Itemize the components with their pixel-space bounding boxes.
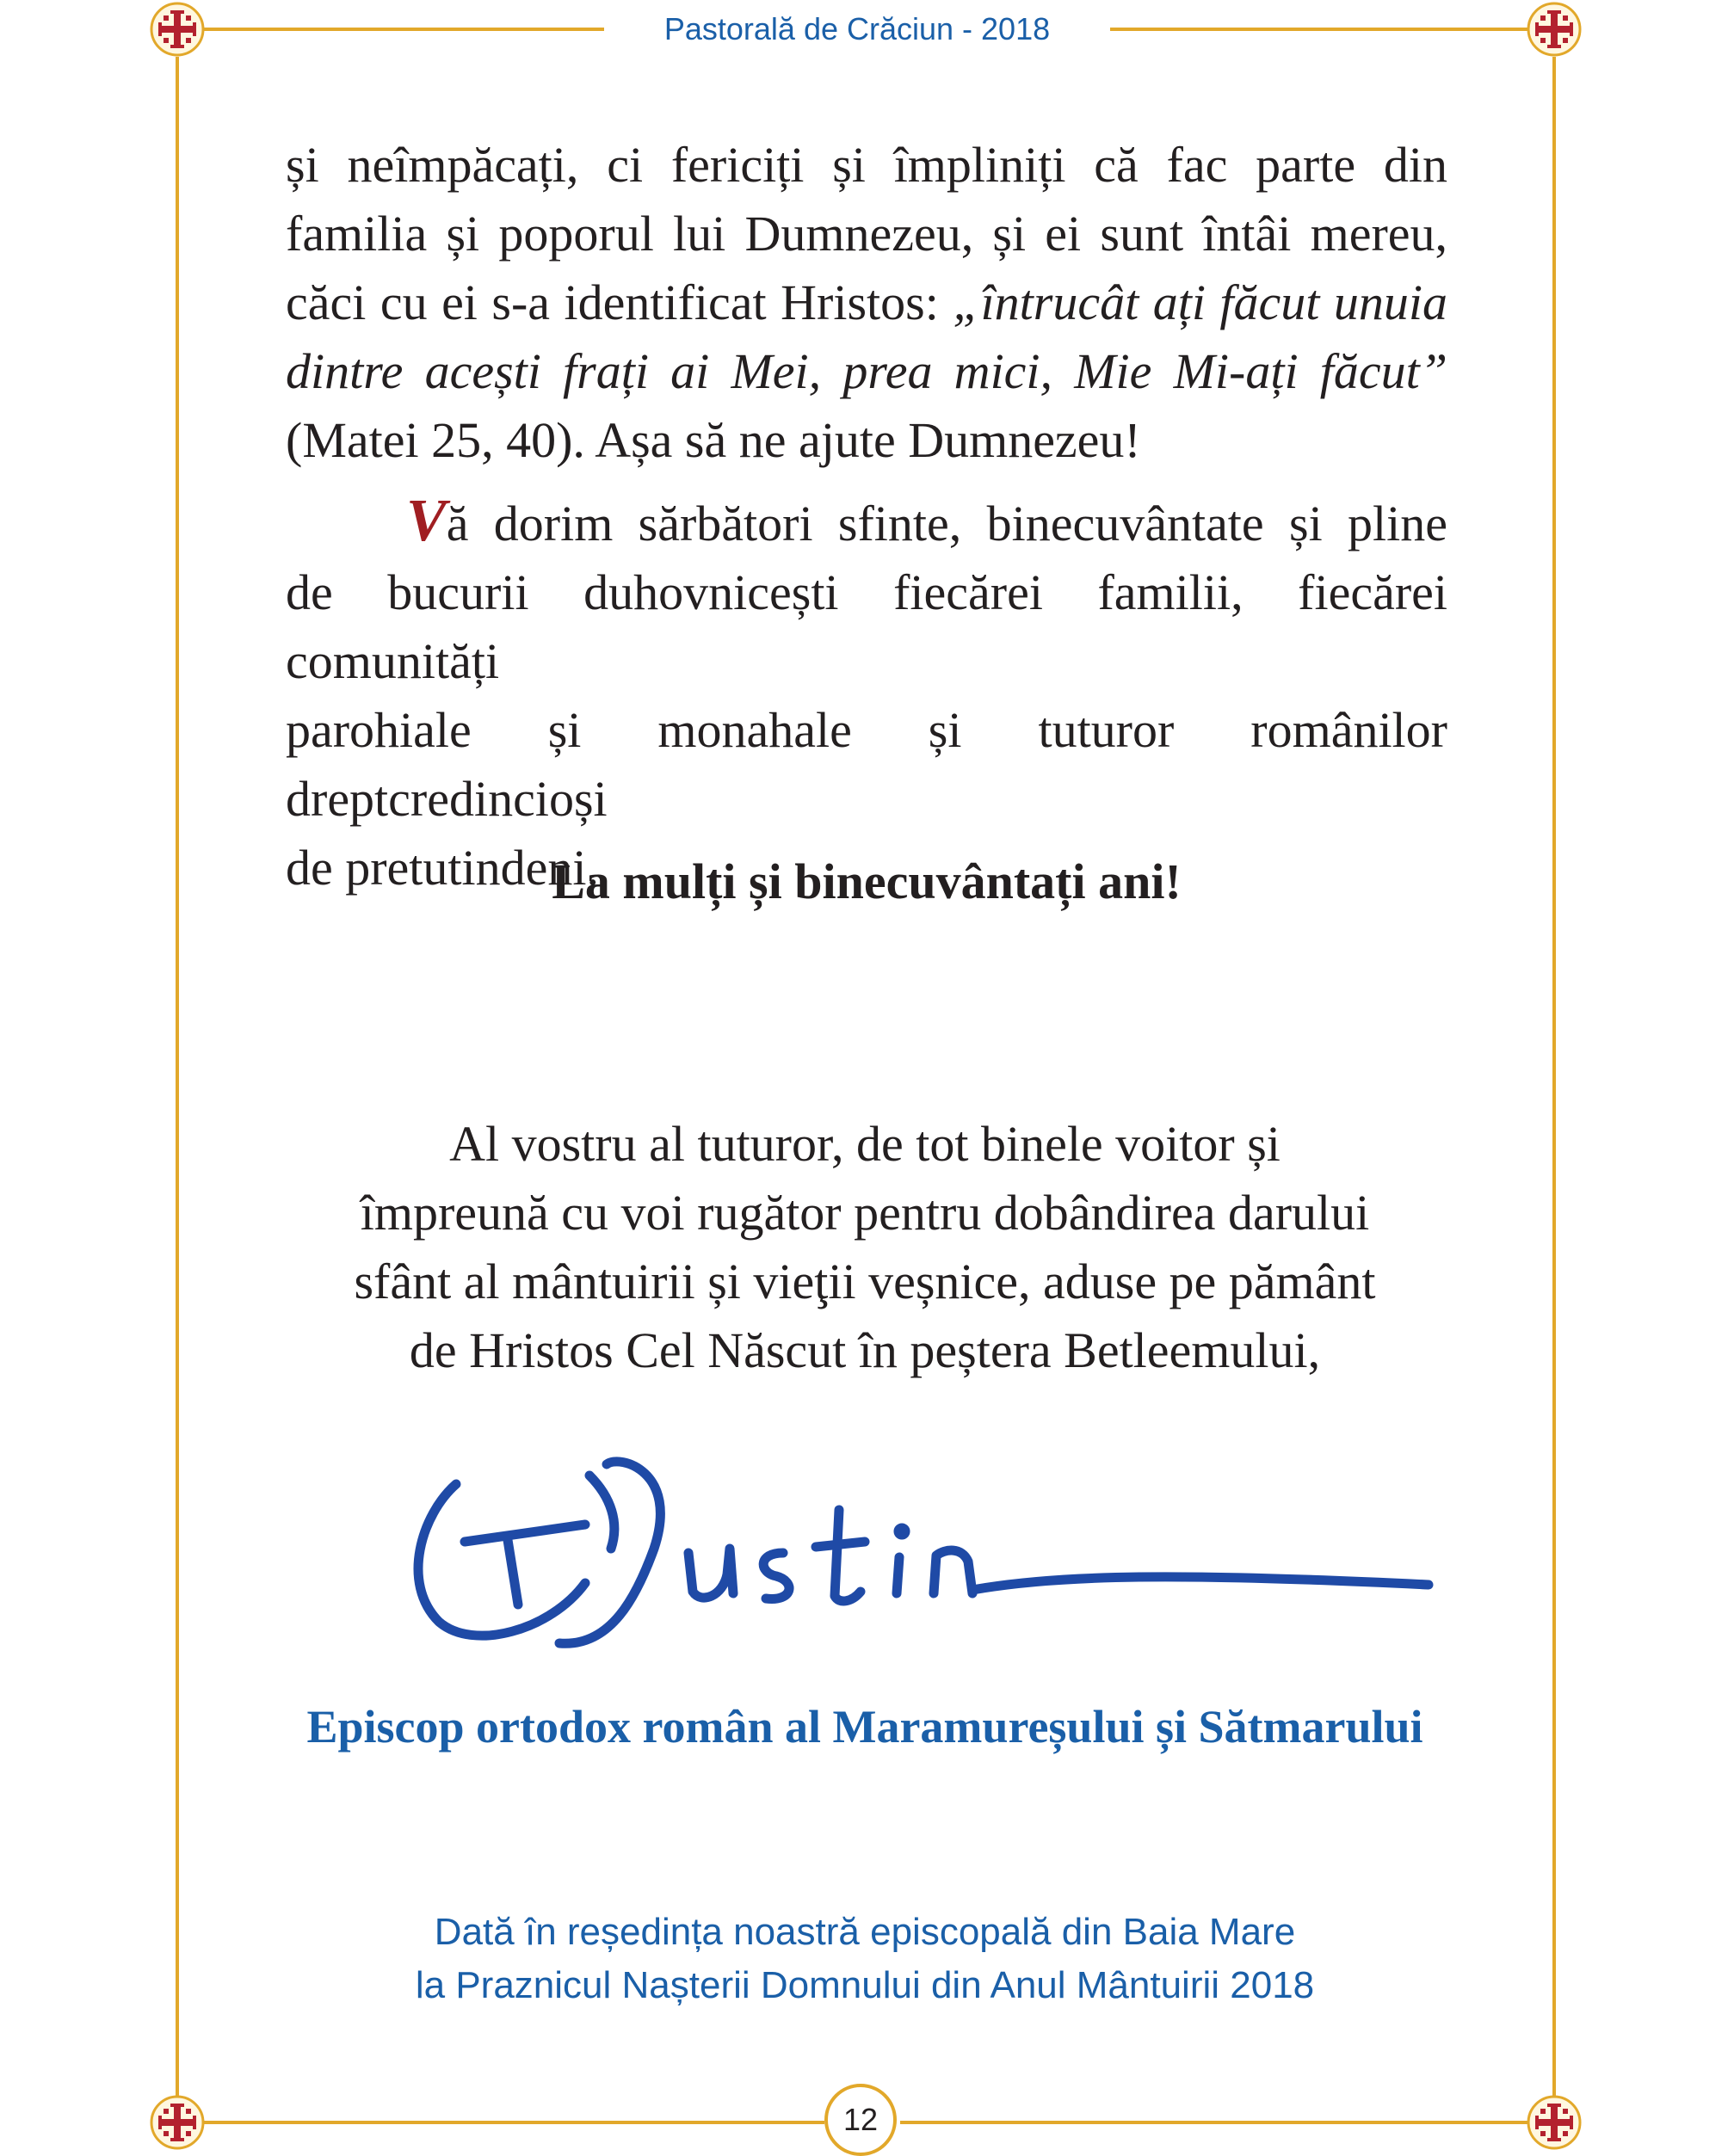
text-line: la Praznicul Nașterii Domnului din Anul Mântuirii 2018: [415, 1964, 1315, 2006]
jerusalem-cross-icon: [1527, 2, 1582, 57]
text-line: de pretutindeni.: [286, 840, 600, 896]
text-line: (Matei 25, 40). Așa să ne ajute Dumnezeu!: [286, 412, 1141, 468]
closing-salutation: [258, 1110, 1472, 1385]
jerusalem-cross-icon: [150, 2, 205, 57]
text-line: sfânt al mântuirii și vieţii veșnice, aduse pe pământ: [354, 1254, 1376, 1309]
text-line: parohiale și monahale și tuturor românilor dreptcredincioși: [286, 702, 1447, 827]
frame-bottom-left-line: [200, 2121, 824, 2124]
text-line: Al vostru al tuturor, de tot binele voitor și: [449, 1116, 1281, 1172]
text-line: [286, 337, 1447, 406]
text-line: de bucurii duhovnicești fiecărei familii, fiecărei comunități: [286, 564, 1447, 689]
paragraph-continuation: [286, 131, 1447, 475]
text-line: [286, 487, 1447, 558]
date-place-note: [200, 1906, 1530, 2012]
signer-title: Episcop ortodox român al Maramureșului și Sătmarului: [306, 1701, 1423, 1753]
text-line: familia și poporul lui Dumnezeu, și ei sunt întâi mereu,: [286, 206, 1447, 262]
running-header-title: Pastorală de Crăciun - 2018: [663, 11, 1051, 46]
signature: [404, 1445, 1437, 1669]
text-run: căci cu ei s-a identificat Hristos:: [286, 274, 953, 330]
scripture-quote: dintre acești frați ai Mei, prea mici, Mie Mi-ați făcut”: [286, 343, 1447, 399]
jerusalem-cross-icon: [1527, 2095, 1582, 2150]
text-line: Dată în reședința noastră episcopală din Baia Mare: [434, 1911, 1296, 1953]
frame-right-line: [1552, 57, 1556, 2096]
frame-top-right-line: [1110, 28, 1530, 31]
paragraph-wishes: [286, 487, 1447, 902]
drop-cap: V: [406, 488, 447, 554]
text-line: împreună cu voi rugător pentru dobândirea darului: [360, 1185, 1370, 1241]
text-run: ă dorim sărbători sfinte, binecuvântate și pline: [446, 496, 1447, 551]
page-number: 12: [824, 2084, 897, 2156]
frame-top-left-line: [200, 28, 604, 31]
text-line: și neîmpăcați, ci fericiți și împliniți că fac parte din: [286, 137, 1447, 193]
text-line: de Hristos Cel Născut în peștera Betleemului,: [409, 1322, 1321, 1378]
scripture-quote: „întrucât ați făcut unuia: [953, 274, 1448, 330]
greeting-heading: La mulți și binecuvântați ani!: [552, 853, 1182, 909]
frame-left-line: [176, 57, 179, 2096]
jerusalem-cross-icon: [150, 2095, 205, 2150]
frame-bottom-right-line: [900, 2121, 1530, 2124]
text-line: [286, 268, 1447, 337]
